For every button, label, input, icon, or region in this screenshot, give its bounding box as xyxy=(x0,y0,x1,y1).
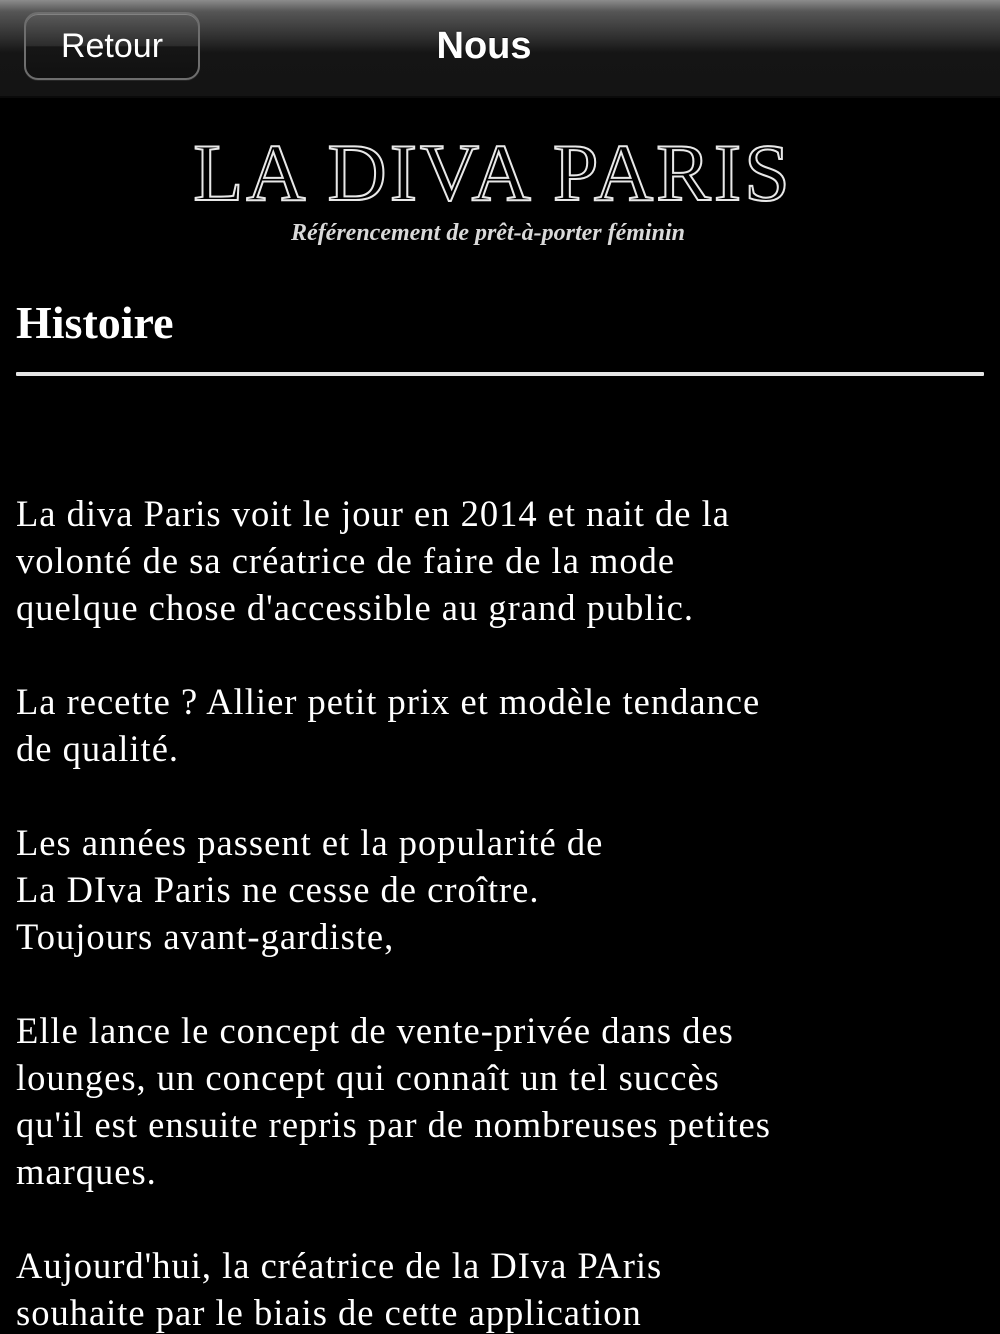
paragraph-1 xyxy=(16,490,992,631)
text-line: volonté de sa créatrice de faire de la mode xyxy=(16,540,676,581)
section-heading: Histoire xyxy=(16,297,174,348)
back-button[interactable]: Retour xyxy=(24,12,200,80)
text-line: de qualité. xyxy=(16,728,180,769)
paragraph-3 xyxy=(16,819,992,960)
brand-logo xyxy=(0,118,1000,248)
text-line: marques. xyxy=(16,1151,157,1192)
text-line: Toujours avant-gardiste, xyxy=(16,916,395,957)
page-title-text: Nous xyxy=(436,24,532,67)
section-divider xyxy=(16,372,984,376)
text-line: Elle lance le concept de vente-privée dans des xyxy=(16,1010,734,1051)
logo-tagline: Référencement de prêt-à-porter féminin xyxy=(291,220,685,246)
paragraph-2 xyxy=(16,678,992,772)
logo-title: LA DIVA PARIS xyxy=(193,127,793,218)
text-line: La DIva Paris ne cesse de croître. xyxy=(16,869,540,910)
text-line: qu'il est ensuite repris par de nombreuses petites xyxy=(16,1104,771,1145)
paragraph-5 xyxy=(16,1242,992,1334)
text-line: Aujourd'hui, la créatrice de la DIva PAris xyxy=(16,1245,663,1286)
story-content xyxy=(16,490,992,1334)
text-line: lounges, un concept qui connaît un tel succès xyxy=(16,1057,720,1098)
text-line: La recette ? Allier petit prix et modèle tendance xyxy=(16,681,761,722)
text-line: Les années passent et la popularité de xyxy=(16,822,604,863)
text-line: quelque chose d'accessible au grand public. xyxy=(16,587,694,628)
text-line: La diva Paris voit le jour en 2014 et nait de la xyxy=(16,493,730,534)
page-title xyxy=(0,0,1000,92)
text-line: souhaite par le biais de cette application xyxy=(16,1292,642,1333)
paragraph-4 xyxy=(16,1007,992,1195)
navigation-bar xyxy=(0,0,1000,98)
